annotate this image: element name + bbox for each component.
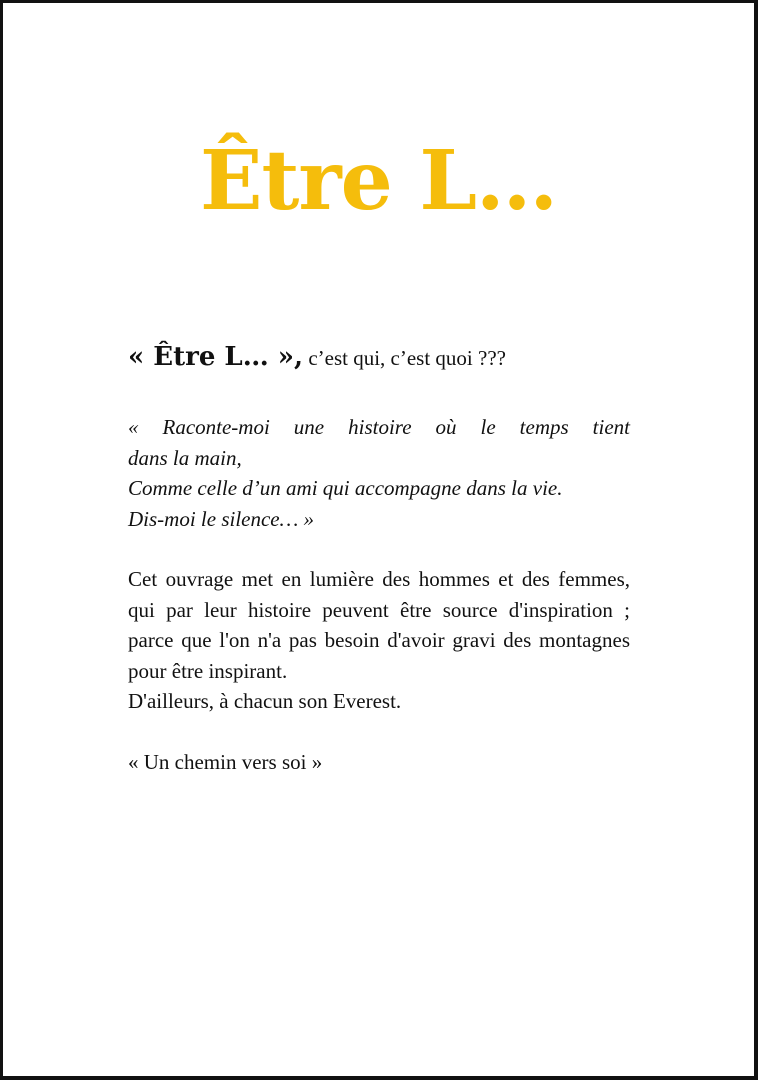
quote-line-3: Comme celle d’un ami qui accompagne dans la vie. [128, 476, 563, 500]
description-body: Cet ouvrage met en lumière des hommes et des femmes, qui par leur histoire peuvent être source d'inspiration ; parce que l'on n'a pas besoin d'avoir gravi des montagnes pour être inspirant. [128, 567, 630, 683]
quote-line-1: « Raconte-moi une histoire où le temps tient [128, 415, 630, 439]
intro-heading-title: « Être L… », [128, 342, 304, 372]
quote-line-2: dans la main, [128, 445, 242, 470]
page-title: Être L… [200, 133, 557, 229]
intro-heading [128, 335, 630, 380]
poem-quote [128, 412, 630, 534]
quote-line-4: Dis-moi le silence… » [128, 506, 315, 531]
closing-tagline: « Un chemin vers soi » [128, 749, 323, 774]
description-end: D'ailleurs, à chacun son Everest. [128, 689, 402, 713]
back-cover-text [128, 335, 630, 777]
intro-heading-question: c’est qui, c’est quoi ??? [303, 346, 506, 370]
description-paragraph [128, 564, 630, 717]
